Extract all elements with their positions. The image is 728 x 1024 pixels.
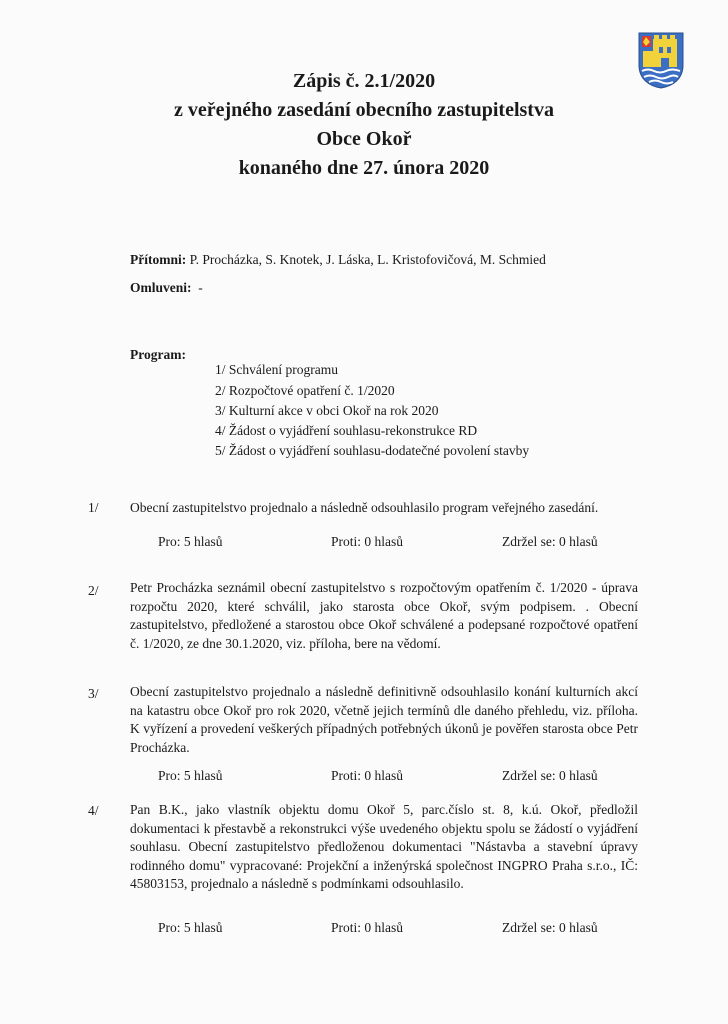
vote-proti: Proti: 0 hlasů bbox=[331, 768, 404, 783]
program-item: 2/ Rozpočtové opatření č. 1/2020 bbox=[215, 383, 395, 398]
vote-zdrzel: Zdržel se: 0 hlasů bbox=[502, 768, 598, 783]
program-label: Program: bbox=[130, 347, 186, 362]
title-line-3: Obce Okoř bbox=[316, 128, 412, 150]
section-number: 2/ bbox=[88, 583, 99, 598]
vote-pro: Pro: 5 hlasů bbox=[158, 920, 223, 935]
present-names: P. Procházka, S. Knotek, J. Láska, L. Kristofovičová, M. Schmied bbox=[189, 252, 546, 267]
program-item: 3/ Kulturní akce v obci Okoř na rok 2020 bbox=[215, 403, 439, 418]
excused-label: Omluveni: bbox=[130, 280, 192, 295]
program-item: 5/ Žádost o vyjádření souhlasu-dodatečné povolení stavby bbox=[215, 443, 530, 458]
document-title bbox=[0, 67, 728, 183]
title-line-1: Zápis č. 2.1/2020 bbox=[292, 70, 436, 92]
section-number: 3/ bbox=[88, 686, 99, 701]
section-number: 1/ bbox=[88, 500, 99, 515]
vote-pro: Pro: 5 hlasů bbox=[158, 534, 223, 549]
attendance-present bbox=[130, 252, 546, 268]
program-item: 1/ Schválení programu bbox=[215, 362, 338, 377]
vote-zdrzel: Zdržel se: 0 hlasů bbox=[502, 534, 598, 549]
section-text: Obecní zastupitelstvo projednalo a následně definitivně odsouhlasilo konání kulturních akcí na katastru obce Okoř pro rok 2020, včetně jejich termínů dle daného přehledu, viz. příloha. K vyřízení a provedení veškerých případných potřebných úkonů je pověřen starosta obce Petr Procházka. bbox=[130, 684, 638, 755]
present-label: Přítomni: bbox=[130, 252, 187, 267]
vote-proti: Proti: 0 hlasů bbox=[331, 920, 404, 935]
section-text: Obecní zastupitelstvo projednalo a následně odsouhlasilo program veřejného zasedání. bbox=[130, 500, 599, 515]
title-line-2: z veřejného zasedání obecního zastupitelstva bbox=[174, 99, 554, 121]
section-text: Pan B.K., jako vlastník objektu domu Okoř 5, parc.číslo st. 8, k.ú. Okoř, předložil dokumentaci k přestavbě a rekonstrukci výše uvedeného objektu spolu se žádostí o vyjádření souhlasu. Obecní zastupitelstvo předloženou dokumentaci "Nástavba a stavební úpravy rodinného domu" vypracované: Projekční a inženýrská společnost INGPRO Praha s.r.o., IČ: 45803153, projednalo a následně s podmínkami odsouhlasilo. bbox=[130, 802, 638, 891]
program-item: 4/ Žádost o vyjádření souhlasu-rekonstrukce RD bbox=[215, 423, 478, 438]
vote-proti: Proti: 0 hlasů bbox=[331, 534, 404, 549]
section-number: 4/ bbox=[88, 803, 99, 818]
vote-zdrzel: Zdržel se: 0 hlasů bbox=[502, 920, 598, 935]
attendance-excused bbox=[130, 280, 203, 296]
excused-names: - bbox=[198, 280, 203, 295]
vote-pro: Pro: 5 hlasů bbox=[158, 768, 223, 783]
title-line-4: konaného dne 27. února 2020 bbox=[238, 157, 490, 179]
section-text: Petr Procházka seznámil obecní zastupitelstvo s rozpočtovým opatřením č. 1/2020 - úprava rozpočtu 2020, které schválil, jako starosta obce Okoř, svým podpisem. . Obecní zastupitelstvo, předložené a starostou obce Okoř schválené a podepsané rozpočtové opatření č. 1/2020, ze dne 30.1.2020, viz. příloha, bere na vědomí. bbox=[130, 580, 638, 651]
